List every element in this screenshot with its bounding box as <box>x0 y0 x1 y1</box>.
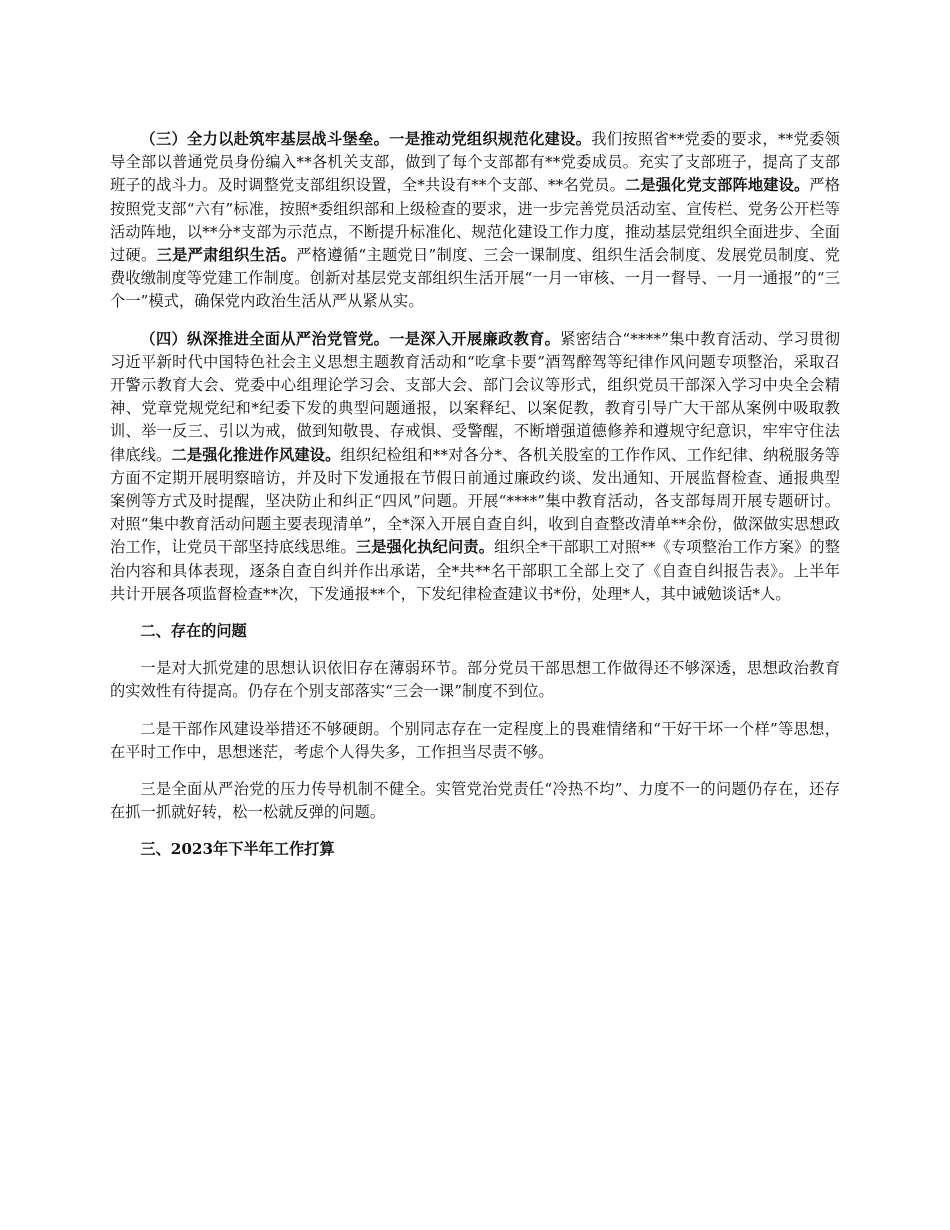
section-4-point-2-text: 组织纪检组和**对各分*、各机关股室的工作作风、工作纪律、纳税服务等方面不定期开展明察暗访，并及时下发通报在节假日前通过廉政约谈、发出通知、开展监督检查、通报典型案例等方式及时提醒，坚决防止和纠正“四风”问题。开展“****”集中教育活动，各支部每周开展专题研讨。对照“集中教育活动问题主要表现清单”，全*深入开展自查自纠，收到自查整改清单**余份，做深做实思想政治工作，让党员干部坚持底线思维。 <box>110 445 840 557</box>
section-3-point-3-title: 三是严肃组织生活。 <box>156 246 297 265</box>
problems-heading: 二、存在的问题 <box>140 622 247 641</box>
plans-heading: 三、2023年下半年工作打算 <box>140 840 335 859</box>
section-4-point-1-title: 一是深入开展廉政教育。 <box>389 329 561 348</box>
section-4-point-1-text: 紧密结合“****”集中教育活动、学习贯彻习近平新时代中国特色社会主义思想主题教育活动和“吃拿卡要”酒驾醉驾等纪律作风问题专项整治，采取召开警示教育大会、党委中心组理论学习会、支部大会、部门会议等形式，组织党员干部深入学习中央全会精神、党章党规党纪和*纪委下发的典型问题通报，以案释纪、以案促教，教育引导广大干部从案例中吸取教训、举一反三、引以为戒，做到知敬畏、存戒惧、受警醒，不断增强道德修养和遵规守纪意识，牢牢守住法律底线。 <box>110 329 840 464</box>
problem-item-1: 一是对大抓党建的思想认识依旧存在薄弱环节。部分党员干部思想工作做得还不够深透，思想政治教育的实效性有待提高。仍存在个别支部落实“三会一课”制度不到位。 <box>110 659 840 701</box>
section-4-lead: （四）纵深推进全面从严治党管党。 <box>140 329 390 348</box>
section-4-paragraph <box>110 328 840 606</box>
section-4-point-2-title: 二是强化推进作风建设。 <box>171 445 341 464</box>
section-3-point-1-title: 一是推动党组织规范化建设。 <box>389 130 592 148</box>
section-3-point-1-text: 我们按照省**党委的要求，**党委领导全部以普通党员身份编入**各机关支部，做到了每个支部都有**党委成员。充实了支部班子，提高了支部班子的战斗力。及时调整党支部组织设置，全*共设有**个支部、**名党员。 <box>110 130 840 195</box>
section-3-paragraph <box>110 128 840 314</box>
problem-item-3: 三是全面从严治党的压力传导机制不健全。实管党治党责任“冷热不均”、力度不一的问题仍存在，还存在抓一抓就好转，松一松就反弹的问题。 <box>110 780 840 822</box>
problem-item-2: 二是干部作风建设举措还不够硬朗。个别同志存在一定程度上的畏难情绪和“干好干坏一个样”等思想，在平时工作中，思想迷茫，考虑个人得失多，工作担当尽责不够。 <box>110 719 840 761</box>
section-3-point-2-text: 严格按照党支部“六有”标准，按照*委组织部和上级检查的要求，进一步完善党员活动室、宣传栏、党务公开栏等活动阵地，以**分*支部为示范点，不断提升标准化、规范化建设工作力度，推动基层党组织全面进步、全面过硬。 <box>110 176 841 265</box>
section-4-point-3-text: 组织全*干部职工对照**《专项整治工作方案》的整治内容和具体表现，逐条自查自纠并作出承诺，全*共**名干部职工全部上交了《自查自纠报告表》。上半年共计开展各项监督检查**次，下发通报**个，下发纪律检查建议书*份，处理*人，其中诫勉谈话*人。 <box>110 538 840 603</box>
section-3-lead: （三）全力以赴筑牢基层战斗堡垒。 <box>140 130 390 148</box>
section-3-point-2-title: 二是强化党支部阵地建设。 <box>624 176 810 195</box>
section-4-point-3-title: 三是强化执纪问责。 <box>355 538 495 557</box>
section-3-point-3-text: 严格遵循“主题党日”制度、三会一课制度、组织生活会制度、发展党员制度、党费收缴制度等党建工作制度。创新对基层党支部组织生活开展“一月一审核、一月一督导、一月一通报”的“三个一”模式，确保党内政治生活从严从紧从实。 <box>110 246 840 311</box>
